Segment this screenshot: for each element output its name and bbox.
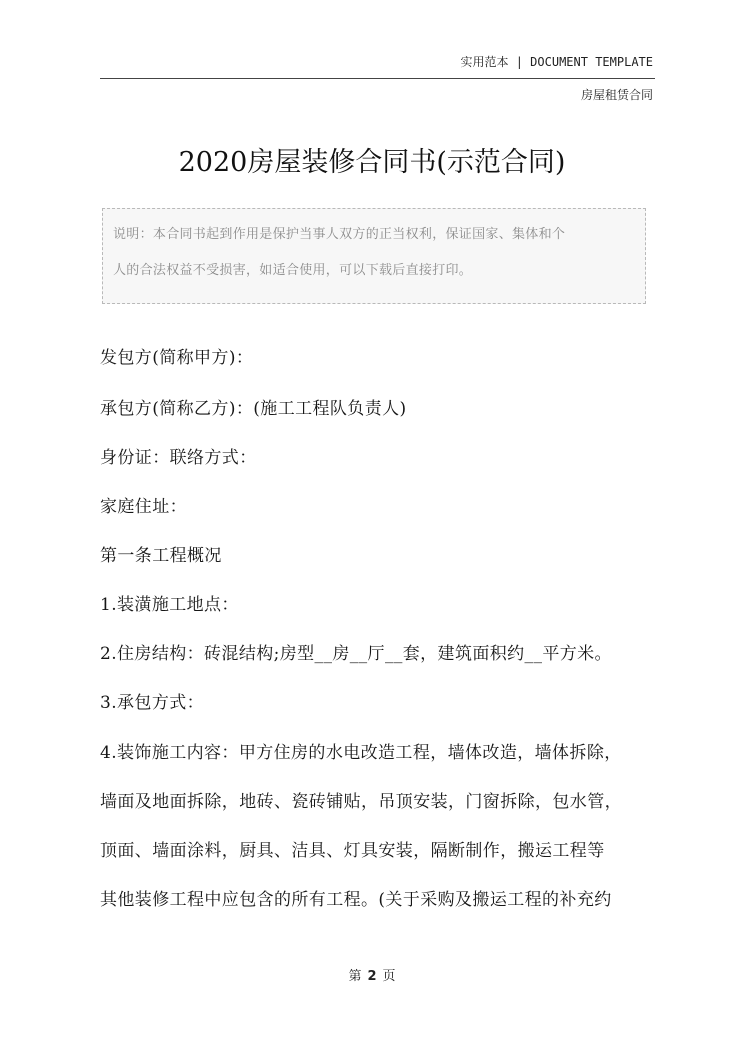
clause-4-continuation: 墙面及地面拆除，地砖、瓷砖铺贴，吊顶安装，门窗拆除，包水管， (100, 792, 622, 812)
section-heading: 第一条工程概况 (100, 546, 222, 566)
footer-suffix: 页 (382, 969, 396, 984)
clause-3-line: 3.承包方式： (100, 693, 205, 713)
id-contact-line: 身份证：联络方式： (100, 448, 257, 468)
header-template-label: 实用范本 | DOCUMENT TEMPLATE (460, 55, 653, 69)
header-divider (100, 78, 655, 79)
address-line: 家庭住址： (100, 497, 187, 517)
footer-prefix: 第 (348, 969, 362, 984)
note-line-1: 说明：本合同书起到作用是保护当事人双方的正当权利，保证国家、集体和个 (113, 227, 566, 242)
clause-4-continuation: 顶面、墙面涂料，厨具、洁具、灯具安装，隔断制作，搬运工程等 (100, 841, 605, 861)
page-number: 2 (367, 969, 377, 984)
clause-4-continuation: 其他装修工程中应包含的所有工程。(关于采购及搬运工程的补充约 (100, 890, 612, 910)
clause-4-line: 4.装饰施工内容：甲方住房的水电改造工程，墙体改造，墙体拆除， (100, 743, 622, 763)
party-a-line: 发包方(简称甲方)： (100, 348, 254, 368)
page-footer (0, 965, 744, 984)
clause-2-line: 2.住房结构：砖混结构;房型__房__厅__套，建筑面积约__平方米。 (100, 644, 612, 664)
header-document-type: 房屋租赁合同 (580, 88, 653, 102)
party-b-line: 承包方(简称乙方)：(施工工程队负责人) (100, 399, 407, 419)
clause-1-line: 1.装潢施工地点： (100, 595, 239, 615)
document-title: 2020房屋装修合同书(示范合同) (178, 147, 566, 178)
note-box (102, 208, 646, 304)
note-line-2: 人的合法权益不受损害，如适合使用，可以下载后直接打印。 (113, 263, 473, 278)
